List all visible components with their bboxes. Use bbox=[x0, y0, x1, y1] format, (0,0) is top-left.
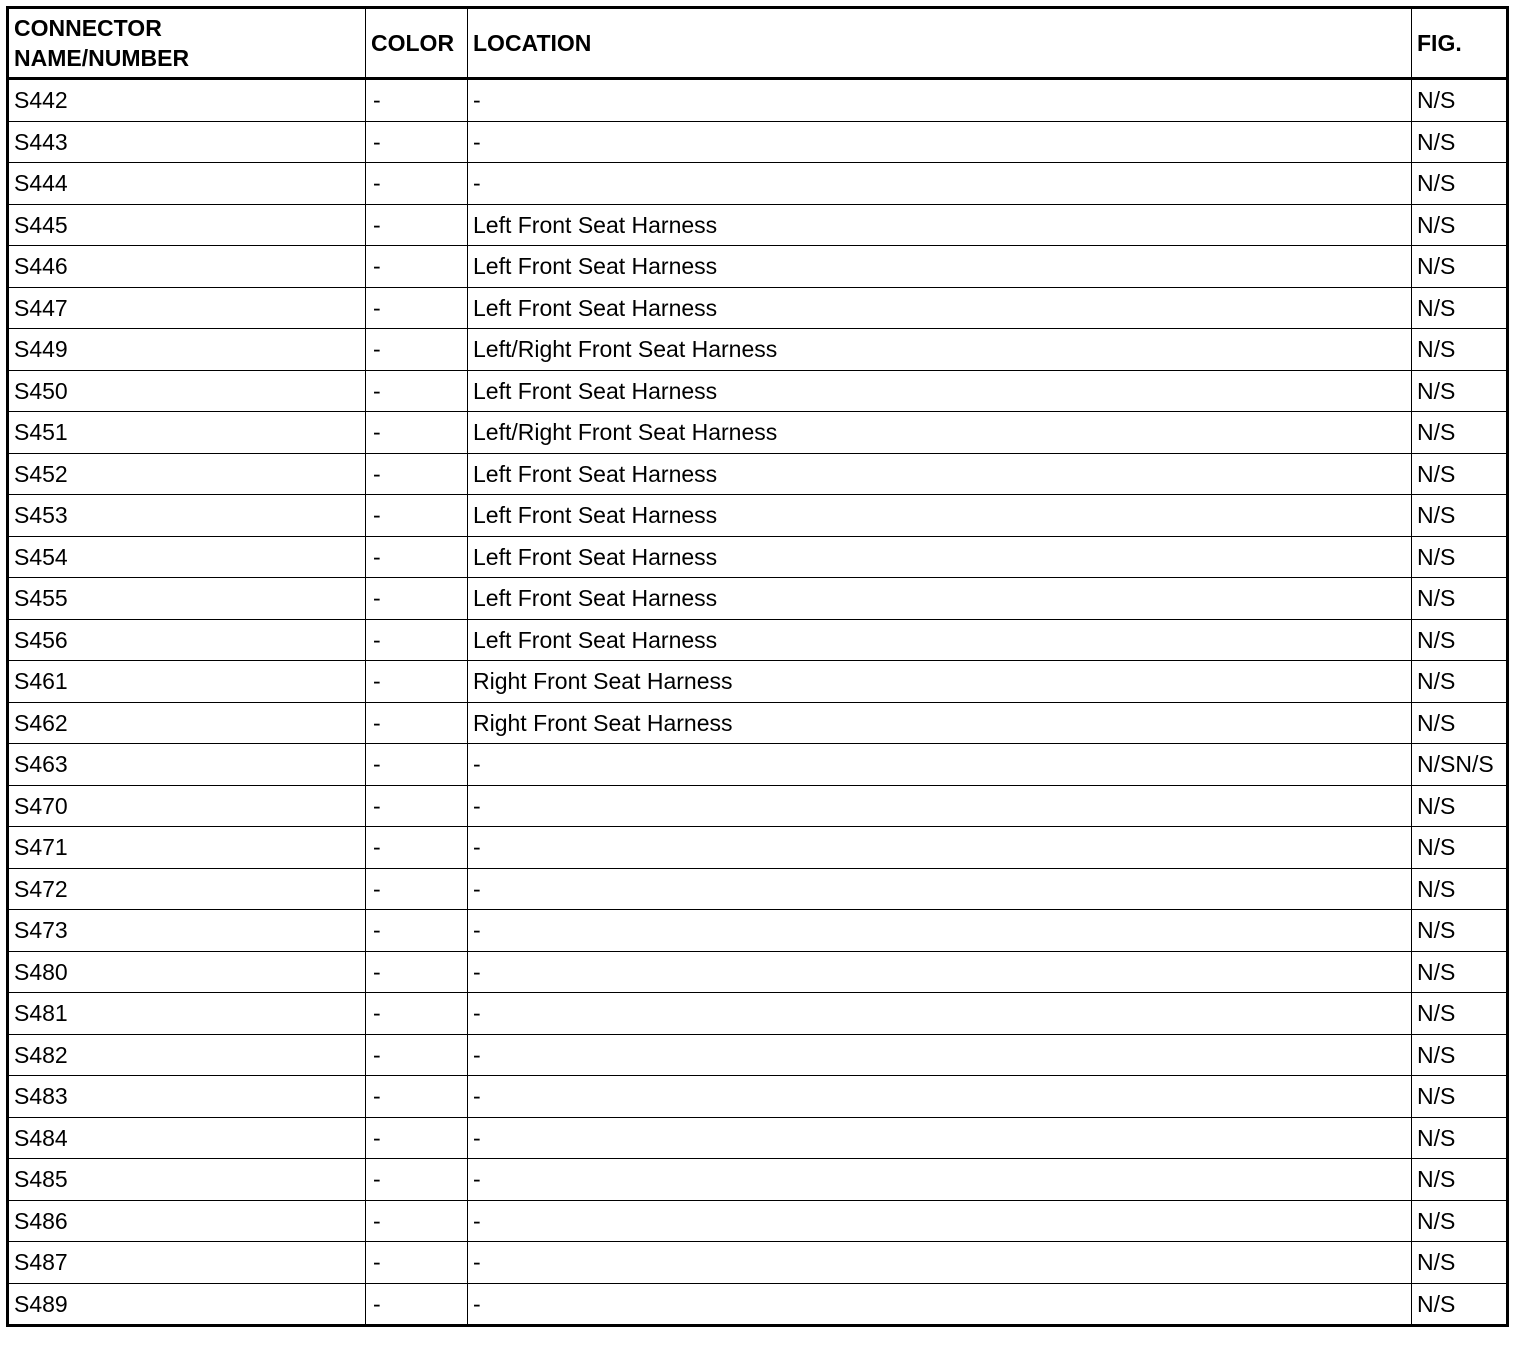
cell-color: - bbox=[366, 910, 468, 952]
cell-location: - bbox=[468, 1283, 1412, 1326]
cell-color: - bbox=[366, 827, 468, 869]
cell-color: - bbox=[366, 785, 468, 827]
cell-fig: N/S bbox=[1412, 1034, 1508, 1076]
table-header bbox=[8, 8, 1508, 79]
cell-location: Left Front Seat Harness bbox=[468, 495, 1412, 537]
cell-fig: N/S bbox=[1412, 868, 1508, 910]
table-row bbox=[8, 785, 1508, 827]
cell-color: - bbox=[366, 121, 468, 163]
cell-fig: N/S bbox=[1412, 246, 1508, 288]
cell-color: - bbox=[366, 1283, 468, 1326]
cell-fig: N/S bbox=[1412, 619, 1508, 661]
cell-fig: N/S bbox=[1412, 1200, 1508, 1242]
cell-fig: N/S bbox=[1412, 785, 1508, 827]
header-row bbox=[8, 8, 1508, 79]
cell-location: - bbox=[468, 1117, 1412, 1159]
table-row bbox=[8, 619, 1508, 661]
table-row bbox=[8, 744, 1508, 786]
table-row bbox=[8, 1034, 1508, 1076]
cell-connector: S472 bbox=[8, 868, 366, 910]
cell-connector: S481 bbox=[8, 993, 366, 1035]
table-row bbox=[8, 495, 1508, 537]
cell-color: - bbox=[366, 951, 468, 993]
cell-connector: S452 bbox=[8, 453, 366, 495]
table-row bbox=[8, 287, 1508, 329]
cell-connector: S442 bbox=[8, 79, 366, 122]
cell-connector: S456 bbox=[8, 619, 366, 661]
cell-fig: N/S bbox=[1412, 1076, 1508, 1118]
cell-location: - bbox=[468, 993, 1412, 1035]
cell-color: - bbox=[366, 619, 468, 661]
cell-fig: N/S bbox=[1412, 287, 1508, 329]
header-connector-line2: NAME/NUMBER bbox=[14, 45, 190, 71]
cell-fig: N/S bbox=[1412, 578, 1508, 620]
cell-fig: N/S bbox=[1412, 370, 1508, 412]
cell-fig: N/S bbox=[1412, 495, 1508, 537]
cell-location: - bbox=[468, 1200, 1412, 1242]
table-row bbox=[8, 868, 1508, 910]
cell-fig: N/S bbox=[1412, 951, 1508, 993]
table-row bbox=[8, 951, 1508, 993]
cell-color: - bbox=[366, 495, 468, 537]
table-row bbox=[8, 453, 1508, 495]
table-row bbox=[8, 536, 1508, 578]
cell-connector: S444 bbox=[8, 163, 366, 205]
cell-color: - bbox=[366, 1200, 468, 1242]
table-row bbox=[8, 993, 1508, 1035]
cell-location: Left Front Seat Harness bbox=[468, 204, 1412, 246]
table-row bbox=[8, 578, 1508, 620]
cell-color: - bbox=[366, 1034, 468, 1076]
cell-color: - bbox=[366, 79, 468, 122]
cell-connector: S445 bbox=[8, 204, 366, 246]
cell-color: - bbox=[366, 868, 468, 910]
table-row bbox=[8, 1242, 1508, 1284]
cell-fig: N/S bbox=[1412, 1159, 1508, 1201]
table-body bbox=[8, 79, 1508, 1326]
cell-fig: N/S bbox=[1412, 993, 1508, 1035]
cell-color: - bbox=[366, 744, 468, 786]
cell-location: Left/Right Front Seat Harness bbox=[468, 412, 1412, 454]
cell-fig: N/S bbox=[1412, 827, 1508, 869]
cell-location: - bbox=[468, 785, 1412, 827]
header-color: COLOR bbox=[366, 8, 468, 79]
cell-connector: S480 bbox=[8, 951, 366, 993]
cell-location: - bbox=[468, 79, 1412, 122]
cell-connector: S446 bbox=[8, 246, 366, 288]
cell-connector: S454 bbox=[8, 536, 366, 578]
cell-connector: S483 bbox=[8, 1076, 366, 1118]
cell-location: - bbox=[468, 951, 1412, 993]
cell-color: - bbox=[366, 453, 468, 495]
table-row bbox=[8, 79, 1508, 122]
table-row bbox=[8, 204, 1508, 246]
cell-color: - bbox=[366, 661, 468, 703]
cell-fig: N/S bbox=[1412, 536, 1508, 578]
cell-location: Left Front Seat Harness bbox=[468, 619, 1412, 661]
table-row bbox=[8, 702, 1508, 744]
header-fig: FIG. bbox=[1412, 8, 1508, 79]
cell-color: - bbox=[366, 287, 468, 329]
cell-location: - bbox=[468, 868, 1412, 910]
header-connector-line1: CONNECTOR bbox=[14, 15, 162, 41]
cell-location: - bbox=[468, 910, 1412, 952]
table-row bbox=[8, 827, 1508, 869]
cell-connector: S451 bbox=[8, 412, 366, 454]
cell-color: - bbox=[366, 1242, 468, 1284]
cell-connector: S484 bbox=[8, 1117, 366, 1159]
cell-location: Left Front Seat Harness bbox=[468, 453, 1412, 495]
cell-location: - bbox=[468, 827, 1412, 869]
connector-table bbox=[6, 6, 1509, 1327]
table-row bbox=[8, 370, 1508, 412]
cell-location: - bbox=[468, 1076, 1412, 1118]
cell-color: - bbox=[366, 412, 468, 454]
cell-fig: N/SN/S bbox=[1412, 744, 1508, 786]
cell-location: - bbox=[468, 1159, 1412, 1201]
cell-connector: S473 bbox=[8, 910, 366, 952]
cell-connector: S453 bbox=[8, 495, 366, 537]
cell-fig: N/S bbox=[1412, 329, 1508, 371]
cell-connector: S470 bbox=[8, 785, 366, 827]
cell-color: - bbox=[366, 370, 468, 412]
cell-color: - bbox=[366, 1159, 468, 1201]
cell-connector: S450 bbox=[8, 370, 366, 412]
table-row bbox=[8, 1200, 1508, 1242]
cell-fig: N/S bbox=[1412, 1117, 1508, 1159]
cell-connector: S447 bbox=[8, 287, 366, 329]
table-row bbox=[8, 412, 1508, 454]
cell-location: Left Front Seat Harness bbox=[468, 370, 1412, 412]
cell-color: - bbox=[366, 246, 468, 288]
cell-location: Right Front Seat Harness bbox=[468, 702, 1412, 744]
cell-fig: N/S bbox=[1412, 412, 1508, 454]
cell-connector: S455 bbox=[8, 578, 366, 620]
cell-connector: S443 bbox=[8, 121, 366, 163]
cell-location: Left Front Seat Harness bbox=[468, 246, 1412, 288]
cell-connector: S471 bbox=[8, 827, 366, 869]
table-row bbox=[8, 661, 1508, 703]
cell-location: Right Front Seat Harness bbox=[468, 661, 1412, 703]
cell-connector: S485 bbox=[8, 1159, 366, 1201]
cell-color: - bbox=[366, 578, 468, 620]
cell-connector: S461 bbox=[8, 661, 366, 703]
connector-table-wrapper bbox=[6, 6, 1509, 1327]
table-row bbox=[8, 163, 1508, 205]
table-row bbox=[8, 1159, 1508, 1201]
cell-location: - bbox=[468, 1242, 1412, 1284]
table-row bbox=[8, 1117, 1508, 1159]
table-row bbox=[8, 1076, 1508, 1118]
cell-location: Left Front Seat Harness bbox=[468, 536, 1412, 578]
cell-location: Left Front Seat Harness bbox=[468, 287, 1412, 329]
cell-connector: S462 bbox=[8, 702, 366, 744]
header-connector bbox=[8, 8, 366, 79]
cell-connector: S486 bbox=[8, 1200, 366, 1242]
cell-fig: N/S bbox=[1412, 702, 1508, 744]
cell-connector: S489 bbox=[8, 1283, 366, 1326]
table-row bbox=[8, 246, 1508, 288]
cell-location: - bbox=[468, 163, 1412, 205]
cell-fig: N/S bbox=[1412, 453, 1508, 495]
table-row bbox=[8, 910, 1508, 952]
cell-color: - bbox=[366, 163, 468, 205]
cell-location: - bbox=[468, 121, 1412, 163]
cell-location: - bbox=[468, 744, 1412, 786]
cell-color: - bbox=[366, 702, 468, 744]
cell-connector: S482 bbox=[8, 1034, 366, 1076]
cell-fig: N/S bbox=[1412, 910, 1508, 952]
cell-color: - bbox=[366, 993, 468, 1035]
cell-connector: S463 bbox=[8, 744, 366, 786]
cell-color: - bbox=[366, 1117, 468, 1159]
cell-fig: N/S bbox=[1412, 79, 1508, 122]
cell-fig: N/S bbox=[1412, 661, 1508, 703]
cell-color: - bbox=[366, 204, 468, 246]
cell-connector: S449 bbox=[8, 329, 366, 371]
cell-color: - bbox=[366, 1076, 468, 1118]
cell-fig: N/S bbox=[1412, 1242, 1508, 1284]
cell-fig: N/S bbox=[1412, 1283, 1508, 1326]
cell-color: - bbox=[366, 536, 468, 578]
cell-location: Left Front Seat Harness bbox=[468, 578, 1412, 620]
cell-fig: N/S bbox=[1412, 163, 1508, 205]
cell-fig: N/S bbox=[1412, 121, 1508, 163]
cell-connector: S487 bbox=[8, 1242, 366, 1284]
cell-color: - bbox=[366, 329, 468, 371]
table-row bbox=[8, 121, 1508, 163]
table-row bbox=[8, 1283, 1508, 1326]
cell-fig: N/S bbox=[1412, 204, 1508, 246]
cell-location: Left/Right Front Seat Harness bbox=[468, 329, 1412, 371]
header-location: LOCATION bbox=[468, 8, 1412, 79]
table-row bbox=[8, 329, 1508, 371]
cell-location: - bbox=[468, 1034, 1412, 1076]
